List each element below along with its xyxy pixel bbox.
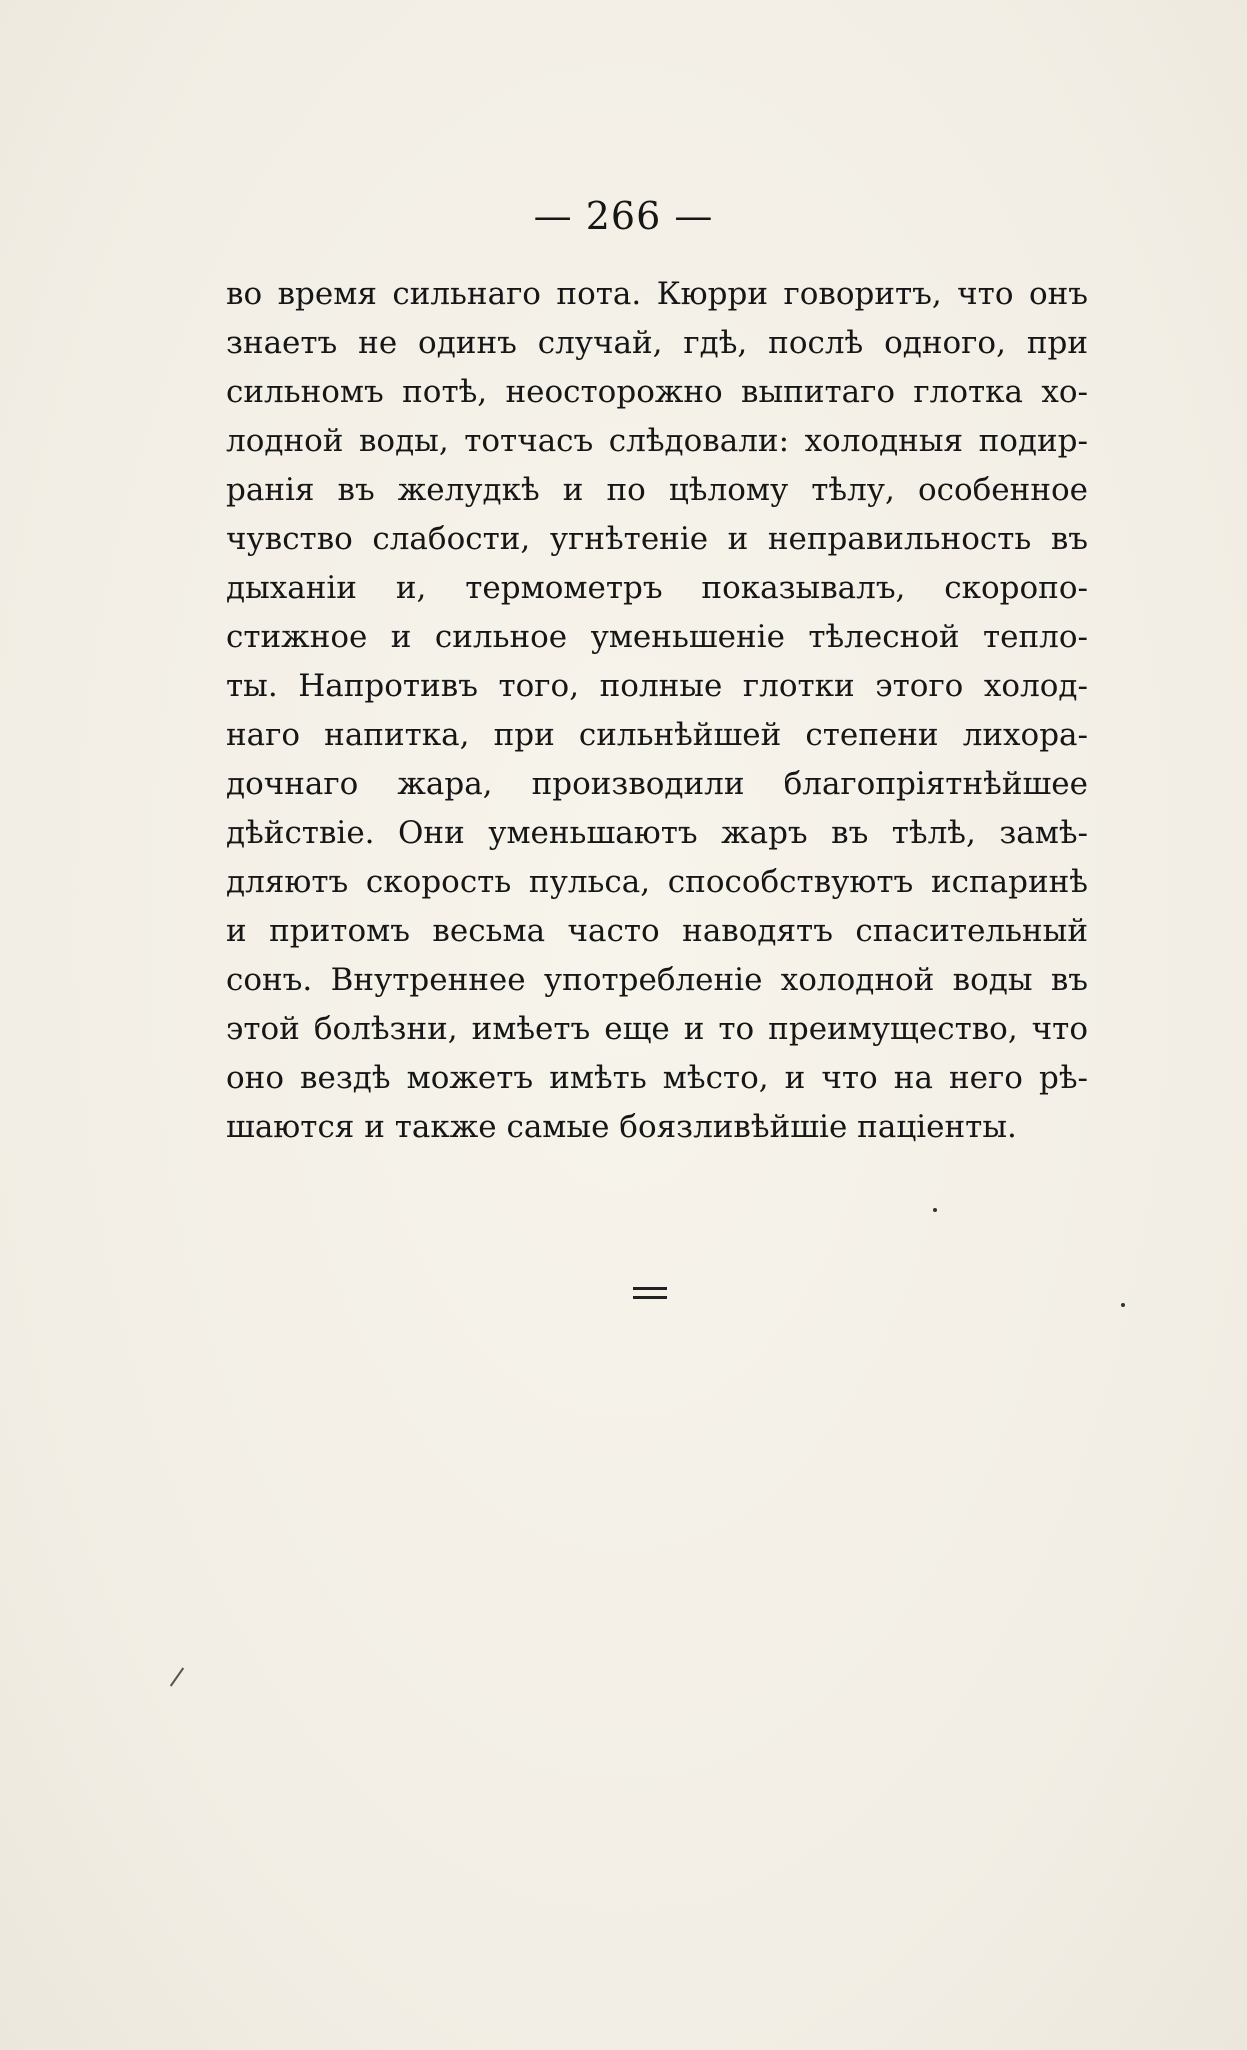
text-line: во время сильнаго пота. Кюрри говоритъ, что онъ — [226, 276, 1088, 312]
text-line: стижное и сильное уменьшеніе тѣлесной тепло- — [226, 619, 1088, 655]
text-line: дочнаго жара, производили благопріятнѣйшее — [226, 766, 1088, 802]
text-line: чувство слабости, угнѣтеніе и неправильность въ — [226, 521, 1088, 557]
print-speck — [1121, 1303, 1125, 1307]
text-line: знаетъ не одинъ случай, гдѣ, послѣ одного, при — [226, 325, 1088, 361]
text-line: наго напитка, при сильнѣйшей степени лихора- — [226, 717, 1088, 753]
text-line: оно вездѣ можетъ имѣть мѣсто, и что на него рѣ- — [226, 1060, 1088, 1096]
text-line: ты. Напротивъ того, полные глотки этого холод- — [226, 668, 1088, 704]
text-line: дыханіи и, термометръ показывалъ, скоропо- — [226, 570, 1088, 606]
text-line: сильномъ потѣ, неосторожно выпитаго глотка хо- — [226, 374, 1088, 410]
print-mark — [170, 1667, 184, 1686]
text-line: дѣйствіе. Они уменьшаютъ жаръ въ тѣлѣ, замѣ- — [226, 815, 1088, 851]
text-line: сонъ. Внутреннее употребленіе холодной воды въ — [226, 962, 1088, 998]
text-line: шаются и также самые боязливѣйшіе паціенты. — [226, 1109, 1017, 1145]
body-text — [226, 270, 1088, 1152]
end-rule — [633, 1287, 667, 1299]
text-line: и притомъ весьма часто наводятъ спасительный — [226, 913, 1088, 949]
text-line: дляютъ скорость пульса, способствуютъ испаринѣ — [226, 864, 1088, 900]
text-line: этой болѣзни, имѣетъ еще и то преимущество, что — [226, 1011, 1088, 1047]
print-speck — [933, 1208, 937, 1212]
page-number: — 266 — — [533, 194, 714, 238]
text-line: ранія въ желудкѣ и по цѣлому тѣлу, особенное — [226, 472, 1088, 508]
text-line: лодной воды, тотчасъ слѣдовали: холодныя подир- — [226, 423, 1088, 459]
